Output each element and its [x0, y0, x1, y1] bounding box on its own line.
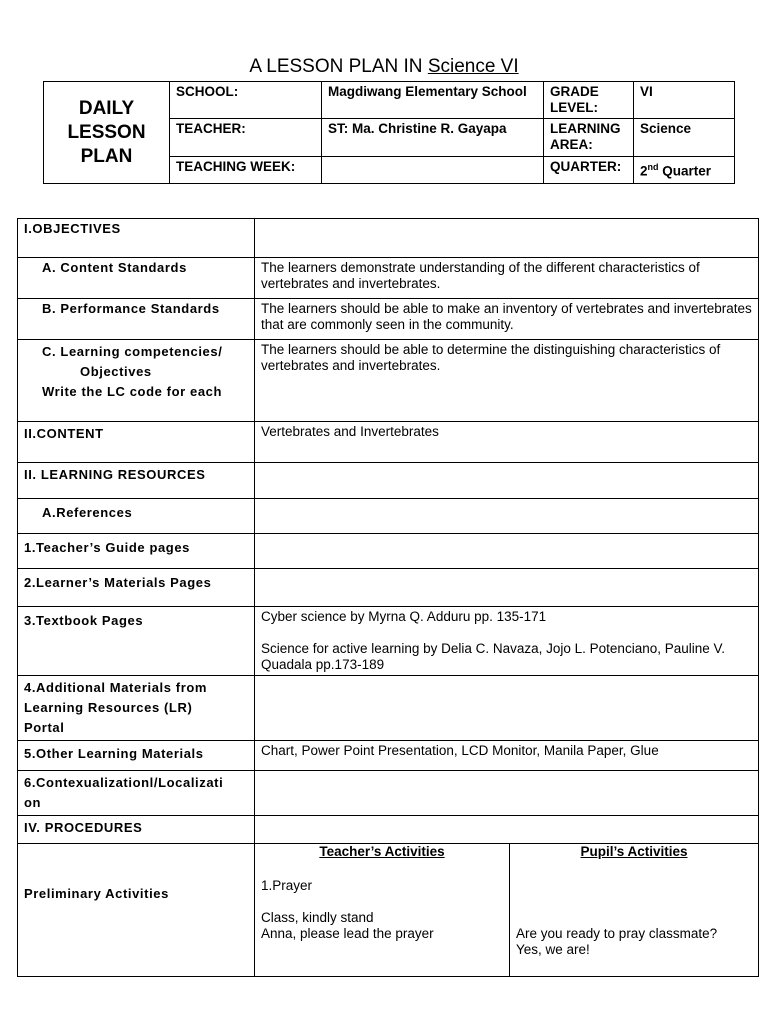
grade-level-label: GRADE LEVEL: [544, 82, 634, 119]
objectives-value [255, 219, 759, 258]
textbook-pages-label: 3.Textbook Pages [18, 607, 255, 676]
learning-area-value: Science [634, 119, 735, 157]
preliminary-activities-label: Preliminary Activities [18, 844, 255, 977]
performance-standards-label: B. Performance Standards [18, 299, 255, 340]
lesson-plan-table [17, 218, 759, 977]
learning-area-label: LEARNING AREA: [544, 119, 634, 157]
pupil-response-ready: Are you ready to pray classmate? [516, 926, 718, 941]
textbook-pages-text: Cyber science by Myrna Q. Adduru pp. 135-171 Science for active learning by Delia C. Navaza, Jojo L. Potenciano, Pauline V. Quadala pp.173-189 [255, 607, 759, 676]
learning-resources-heading: II. LEARNING RESOURCES [18, 463, 255, 499]
other-materials-text: Chart, Power Point Presentation, LCD Monitor, Manila Paper, Glue [255, 741, 759, 771]
additional-materials-value [255, 676, 759, 741]
learners-materials-label: 2.Learner’s Materials Pages [18, 569, 255, 607]
performance-standards-text: The learners should be able to make an inventory of vertebrates and invertebrates that are commonly seen in the community. [255, 299, 759, 340]
objectives-heading: I.OBJECTIVES [18, 219, 255, 258]
pupil-response-yes: Yes, we are! [516, 942, 590, 957]
learning-resources-value [255, 463, 759, 499]
teachers-guide-label: 1.Teacher’s Guide pages [18, 534, 255, 569]
pupils-activities-heading: Pupil’s Activities [580, 844, 688, 859]
content-standards-text: The learners demonstrate understanding of the different characteristics of vertebrates and invertebrates. [255, 258, 759, 299]
daily-lesson-plan-label: DAILY LESSON PLAN [44, 82, 170, 184]
teachers-activities-cell [255, 844, 510, 977]
title-subject: Science VI [427, 56, 519, 77]
procedures-value [255, 816, 759, 844]
additional-materials-label: 4.Additional Materials from Learning Resources (LR) Portal [18, 676, 255, 741]
references-value [255, 499, 759, 534]
procedures-heading: IV. PROCEDURES [18, 816, 255, 844]
learning-competencies-label: C. Learning competencies/ Objectives Write the LC code for each [18, 340, 255, 422]
learners-materials-value [255, 569, 759, 607]
school-value: Magdiwang Elementary School [322, 82, 544, 119]
contextualization-value [255, 771, 759, 816]
document-title [0, 55, 768, 79]
teacher-label: TEACHER: [170, 119, 322, 157]
quarter-label: QUARTER: [544, 157, 634, 184]
school-label: SCHOOL: [170, 82, 322, 119]
header-table [43, 81, 735, 184]
other-materials-label: 5.Other Learning Materials [18, 741, 255, 771]
teacher-instruction-lead: Anna, please lead the prayer [261, 926, 434, 941]
title-prefix: A LESSON PLAN IN [249, 56, 428, 77]
contextualization-label: 6.Contexualizationl/Localizati on [18, 771, 255, 816]
learning-competencies-text: The learners should be able to determine the distinguishing characteristics of vertebrates and invertebrates. [255, 340, 759, 422]
grade-level-value: VI [634, 82, 735, 119]
teachers-activities-heading: Teacher’s Activities [319, 844, 445, 859]
quarter-value: 2nd Quarter [634, 157, 735, 184]
teacher-instruction-stand: Class, kindly stand [261, 910, 374, 925]
references-label: A.References [18, 499, 255, 534]
teaching-week-label: TEACHING WEEK: [170, 157, 322, 184]
teachers-guide-value [255, 534, 759, 569]
teacher-value: ST: Ma. Christine R. Gayapa [322, 119, 544, 157]
prayer-item: 1.Prayer [261, 878, 313, 893]
pupils-activities-cell [510, 844, 759, 977]
content-text: Vertebrates and Invertebrates [255, 422, 759, 463]
teaching-week-value [322, 157, 544, 184]
content-heading: II.CONTENT [18, 422, 255, 463]
content-standards-label: A. Content Standards [18, 258, 255, 299]
